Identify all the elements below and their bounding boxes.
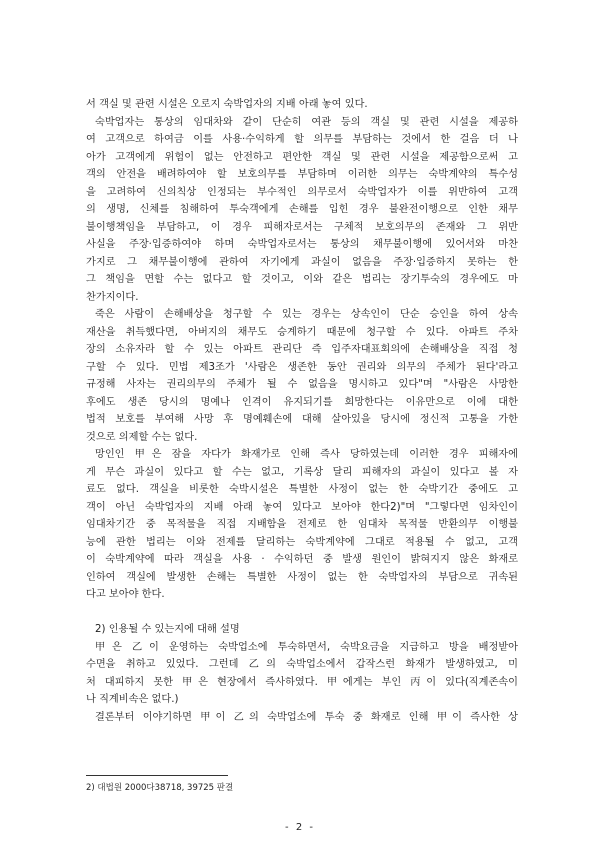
paragraph [86,446,518,604]
text-line: 의 생명, 신체를 침해하여 투숙객에게 손해를 입힌 경우 불완전이행으로 인한 채무 [86,204,518,215]
text-line: 사실을 주장·입증하여야 하며 숙박업자로서는 통상의 채무불이행에 있어서와 마찬 [86,239,518,250]
text-line: 甲은 乙이 운영하는 숙박업소에 투숙하면서, 숙박요금을 지급하고 방을 배정받아 [95,641,518,653]
blank-line [86,604,518,622]
paragraph [86,96,518,114]
text-line: 가지로 그 채무불이행에 관하여 자기에게 과실이 없음을 주장·입증하지 못하는 한 [86,256,518,268]
text-line: 결론부터 이야기하면 甲이 乙의 숙박업소에 투숙 중 화재로 인해 甲이 즉사한 상 [95,711,518,723]
text-line: 료도 없다. 객실을 비롯한 숙박시설은 특별한 사정이 없는 한 숙박기간 중에도 고 [86,484,518,495]
text-line: 법적 보호를 부여해 사망 후 명예훼손에 대해 살아있을 당시에 정신적 고통을 가한 [86,414,518,425]
text-line: 나 직계비속은 없다.) [86,694,179,705]
section-heading [86,621,518,639]
text-line: 수면을 취하고 있었다. 그런데 乙의 숙박업소에서 갑작스런 화재가 발생하였고, 미 [86,659,518,670]
text-line: 불이행책임을 부담하고, 이 경우 피해자로서는 구체적 보호의무의 존재와 그 위반 [86,221,518,233]
text-line: 죽은 사람이 손해배상을 청구할 수 있는 경우는 상속인이 단순 승인을 하여 상속 [95,309,518,320]
text-line: 아가 고객에게 위험이 없는 안전하고 편안한 객실 및 관련 시설을 제공함으로써 고 [86,151,518,163]
text-line: 인하여 객실에 발생한 손해는 특별한 사정이 없는 한 숙박업자의 부담으로 귀속된 [86,571,518,583]
paragraph [86,709,518,727]
text-line: 재산을 취득했다면, 아버지의 채무도 승계하기 때문에 청구할 수 있다. 아파트 주차 [86,326,518,338]
text-line: 게 무슨 과실이 있다고 할 수는 없고, 기록상 달리 피해자의 과실이 있다고 볼 자 [86,466,518,478]
text-line: 찬가지이다. [86,291,139,303]
paragraph [86,114,518,307]
text-line: 후에도 생존 당시의 명예나 인격이 유지되기를 희망한다는 이유만으로 이에 대한 [86,396,518,408]
paragraph [86,306,518,446]
text-line: 그 책임을 면할 수는 없다고 할 것이고, 이와 같은 법리는 장기투숙의 경우에도 마 [86,274,518,285]
body-text [86,96,518,726]
text-line: 숙박업자는 통상의 임대차와 같이 단순히 여관 등의 객실 및 관련 시설을 제공하 [95,116,518,128]
text-line: 이 숙박계약에 따라 객실을 사용 · 수익하던 중 발생 원인이 밝혀지지 않은 화재로 [86,554,518,565]
text-line: 것으로 의제할 수는 없다. [86,431,198,443]
text-line: 망인인 甲은 잠을 자다가 화재가로 인해 즉사 당하였는데 이러한 경우 피해자에 [95,449,518,460]
text-line: 규정해 사자는 권리의무의 주체가 될 수 없음을 명시하고 있다"며 "사람은 사망한 [86,379,518,390]
text-line: 다고 보아야 한다. [86,589,165,600]
text-line: 구할 수 있다. 민법 제3조가 '사람은 생존한 동안 권리와 의무의 주체가 된다'라고 [86,361,518,373]
paragraph [86,639,518,709]
text-line: 을 고려하여 신의칙상 인정되는 부수적인 의무로서 숙박업자가 이를 위반하여 고객 [86,186,518,198]
text-line: 처 대피하지 못한 甲은 현장에서 즉사하였다. 甲에게는 부인 丙이 있다(직계존속이 [86,676,518,688]
text-line: 여 고객으로 하여금 이를 사용·수익하게 할 의무를 부담하는 것에서 한 걸음 더 나 [86,134,518,145]
page-number: - 2 - [285,822,315,833]
text-line: 임대차기간 중 목적물을 직접 지배함을 전제로 한 임대차 목적물 반환의무 이행불 [86,519,518,530]
footnote: 2) 대법원 2000다38718, 39725 판결 [86,783,234,793]
text-line: 객이 아닌 숙박업자의 지배 아래 놓여 있다고 보아야 한다2)"며 "그렇다면 임차인이 [86,501,518,513]
footnote-separator [86,775,228,776]
text-line: 장의 소유자라 할 수 있는 아파트 관리단 즉 입주자대표회의에 손해배상을 직접 청 [86,344,518,355]
text-line: 서 객실 및 관련 시설은 오로지 숙박업자의 지배 아래 놓여 있다. [86,99,368,110]
text-line: 2) 인용될 수 있는지에 대해 설명 [95,624,240,635]
text-line: 객의 안전을 배려하여야 할 보호의무를 부담하며 이러한 의무는 숙박계약의 특수성 [86,169,518,180]
text-line: 능에 관한 법리는 이와 전제를 달리하는 숙박계약에 그대로 적용될 수 없고, 고객 [86,536,518,548]
